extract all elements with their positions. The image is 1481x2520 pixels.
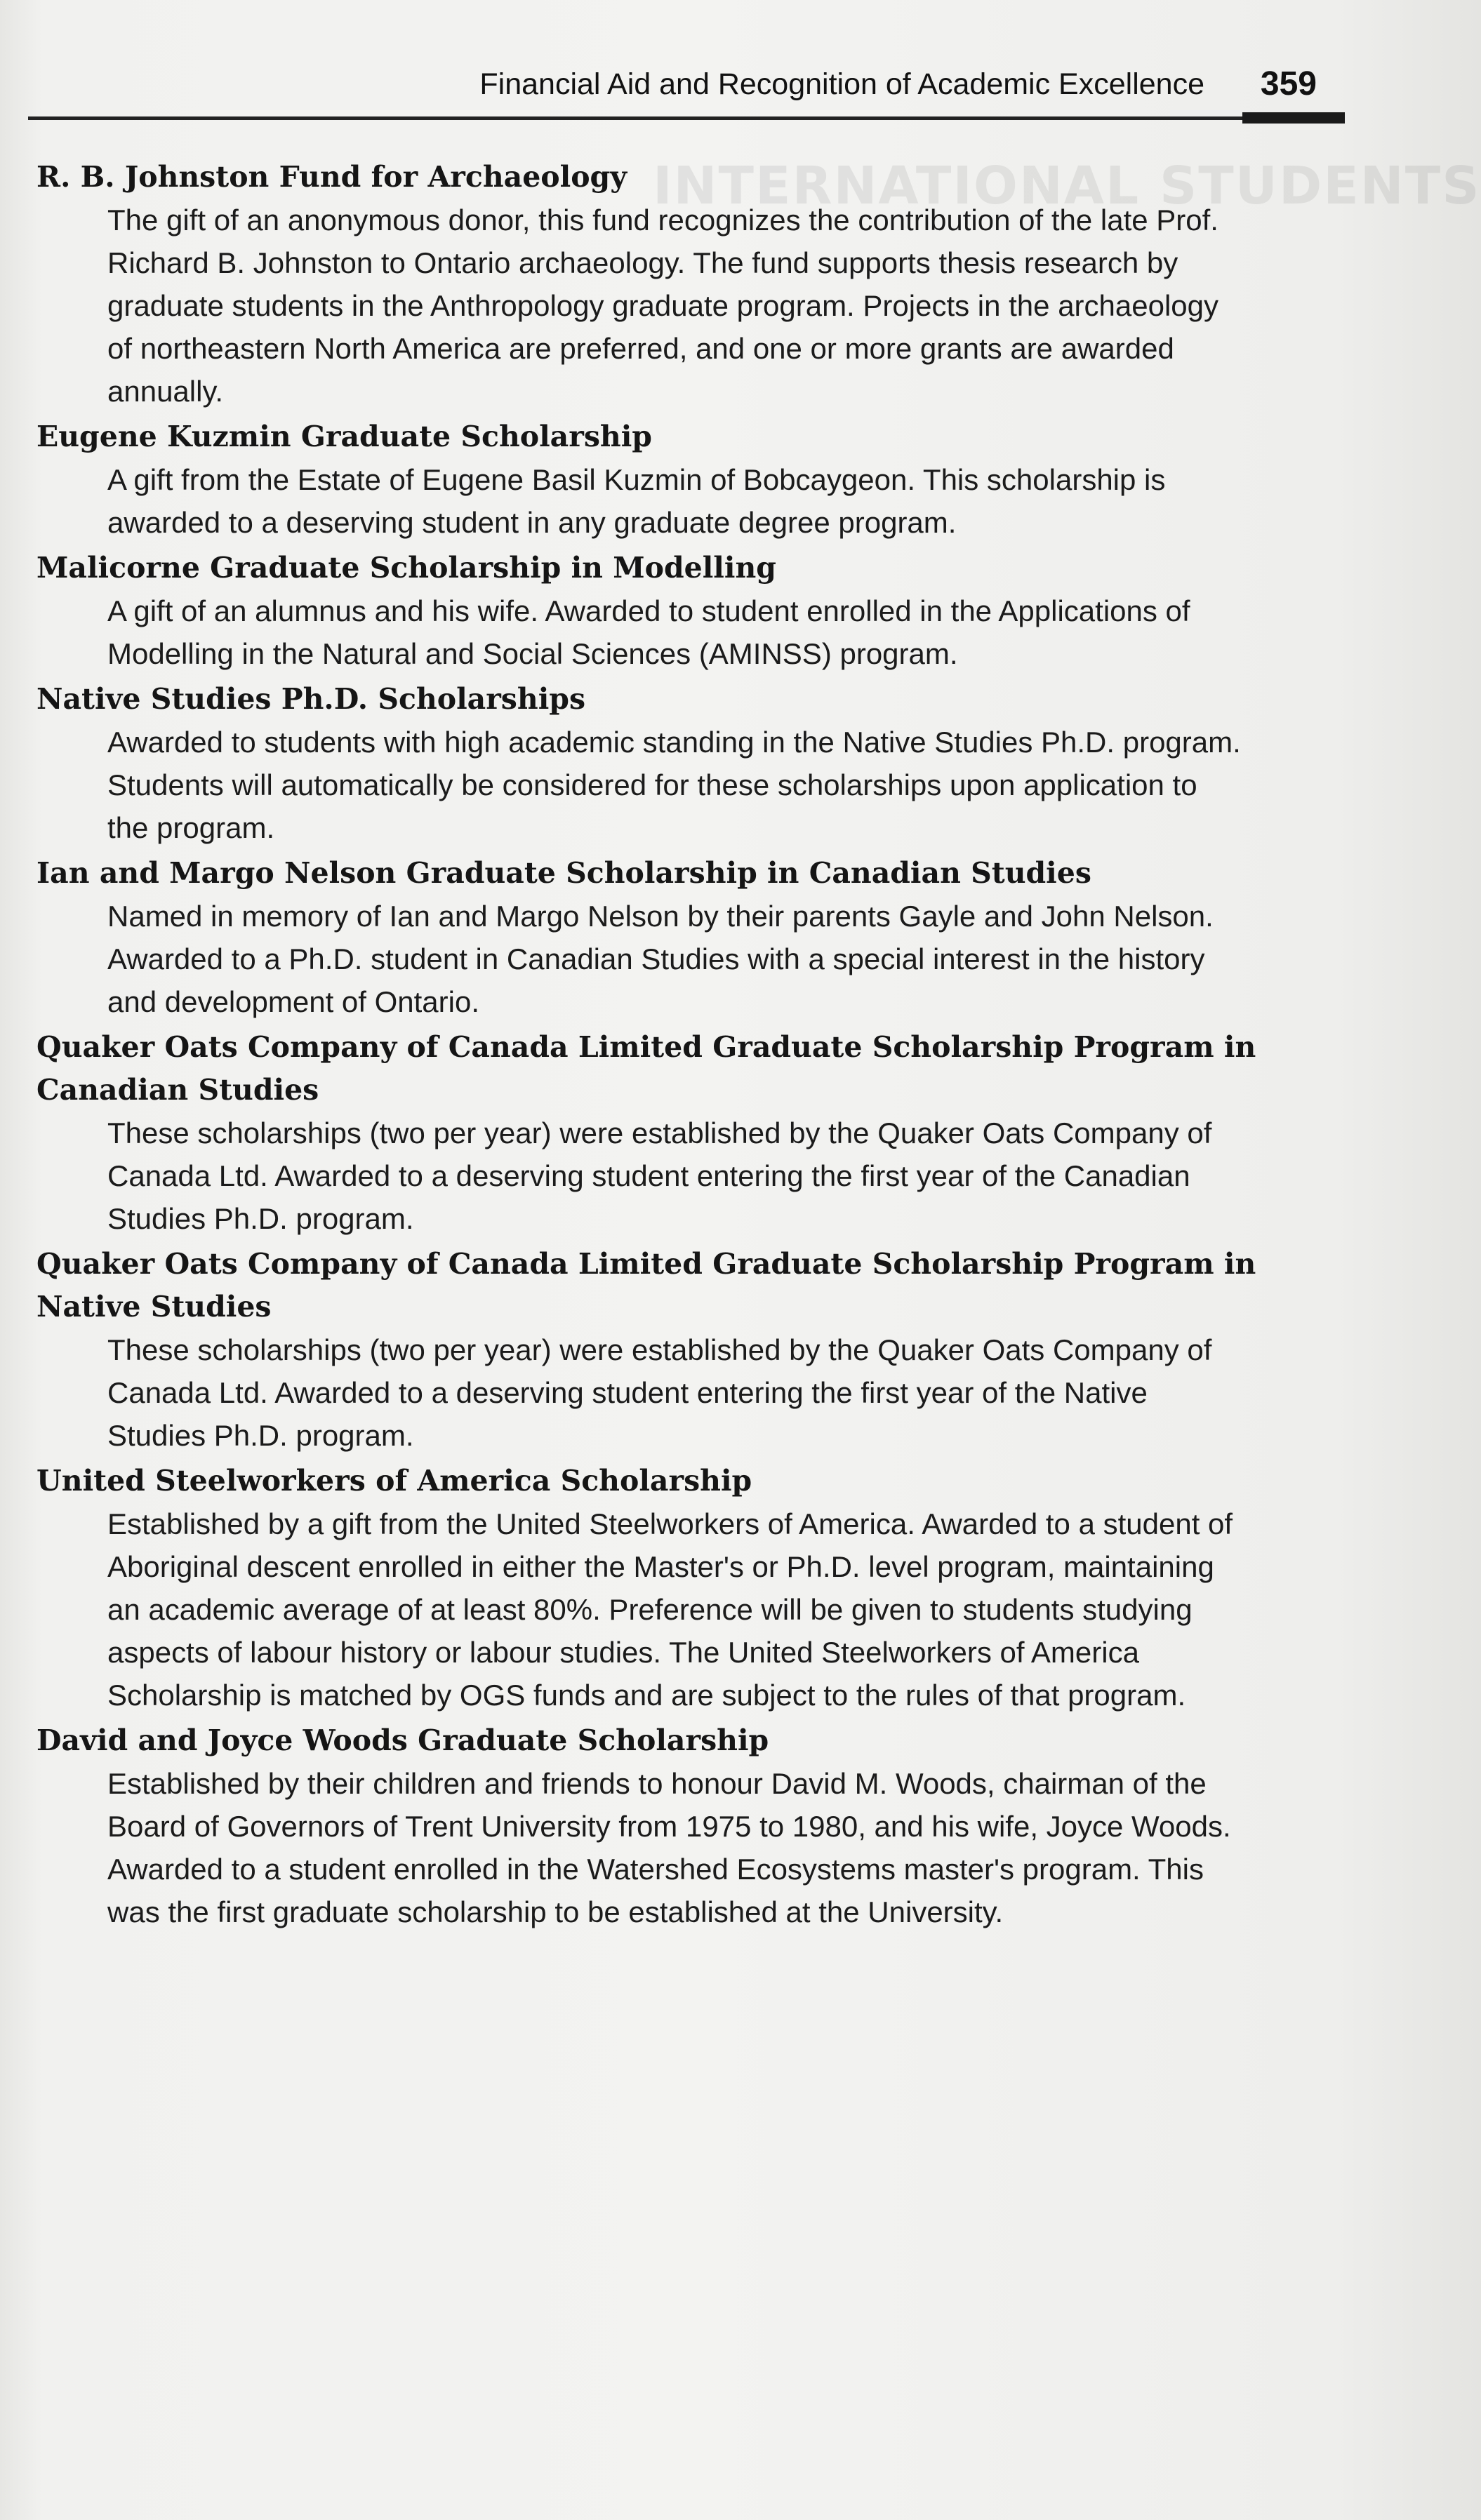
scholarship-description — [107, 1502, 1343, 1716]
title-line: Quaker Oats Company of Canada Limited Graduate Scholarship Program in — [36, 1030, 1256, 1064]
scholarship-description — [107, 589, 1343, 675]
scholarship-title: R. B. Johnston Fund for Archaeology — [36, 160, 627, 194]
scholarship-description — [107, 458, 1343, 544]
description-line: aspects of labour history or labour studies. The United Steelworkers of America — [107, 1636, 1139, 1669]
scholarship-entry — [36, 1719, 1342, 1933]
description-line: A gift from the Estate of Eugene Basil Kuzmin of Bobcaygeon. This scholarship is — [107, 463, 1166, 496]
scholarship-title: David and Joyce Woods Graduate Scholarship — [36, 1724, 769, 1757]
scholarship-entry — [36, 1243, 1342, 1457]
scholarship-entry — [36, 156, 1342, 413]
bleed-through-text: INTERNATIONAL STUDENTS — [653, 156, 1481, 216]
description-line: Students will automatically be considered for these scholarships upon application to — [107, 768, 1197, 801]
scholarship-entry — [36, 1460, 1342, 1716]
scholarship-description — [107, 895, 1343, 1023]
description-line: Awarded to students with high academic standing in the Native Studies Ph.D. program. — [107, 726, 1241, 759]
scholarship-entry — [36, 852, 1342, 1023]
header-rule-accent — [1242, 112, 1345, 124]
description-line: was the first graduate scholarship to be established at the University. — [107, 1895, 1004, 1928]
description-line: awarded to a deserving student in any graduate degree program. — [107, 506, 957, 539]
description-line: Studies Ph.D. program. — [107, 1202, 414, 1235]
description-line: an academic average of at least 80%. Preference will be given to students studying — [107, 1593, 1193, 1626]
scholarship-description — [107, 199, 1343, 413]
description-line: Awarded to a student enrolled in the Watershed Ecosystems master's program. This — [107, 1853, 1204, 1886]
description-line: graduate students in the Anthropology graduate program. Projects in the archaeology — [107, 289, 1219, 322]
page-number: 359 — [1260, 65, 1317, 102]
scholarship-title: United Steelworkers of America Scholarship — [36, 1464, 752, 1498]
description-line: Richard B. Johnston to Ontario archaeology. The fund supports thesis research by — [107, 246, 1178, 279]
description-line: Named in memory of Ian and Margo Nelson by their parents Gayle and John Nelson. — [107, 900, 1214, 933]
scholarship-entry — [36, 1026, 1342, 1240]
description-line: Board of Governors of Trent University from 1975 to 1980, and his wife, Joyce Woods. — [107, 1810, 1231, 1843]
description-line: Canada Ltd. Awarded to a deserving student entering the first year of the Canadian — [107, 1159, 1190, 1192]
scholarship-entry — [36, 415, 1342, 544]
header-rule — [28, 116, 1345, 120]
description-line: the program. — [107, 811, 275, 844]
description-line: of northeastern North America are preferred, and one or more grants are awarded — [107, 332, 1174, 365]
scholarship-list — [36, 156, 1342, 1933]
description-line: annually. — [107, 375, 224, 408]
scholarship-title — [36, 1243, 1342, 1328]
section-title: Financial Aid and Recognition of Academic Excellence — [479, 67, 1204, 101]
description-line: Aboriginal descent enrolled in either the Master's or Ph.D. level program, maintaining — [107, 1550, 1214, 1583]
description-line: The gift of an anonymous donor, this fund recognizes the contribution of the late Prof. — [107, 204, 1218, 236]
description-line: Established by their children and friends to honour David M. Woods, chairman of the — [107, 1767, 1207, 1800]
scholarship-title: Native Studies Ph.D. Scholarships — [36, 682, 586, 716]
scholarship-title: Ian and Margo Nelson Graduate Scholarship in Canadian Studies — [36, 856, 1091, 890]
running-header — [28, 62, 1345, 118]
scholarship-title — [36, 1026, 1342, 1112]
description-line: These scholarships (two per year) were established by the Quaker Oats Company of — [107, 1116, 1212, 1149]
description-line: Awarded to a Ph.D. student in Canadian Studies with a special interest in the history — [107, 942, 1205, 975]
scholarship-entry — [36, 678, 1342, 849]
description-line: Scholarship is matched by OGS funds and are subject to the rules of that program. — [107, 1679, 1186, 1712]
scholarship-description — [107, 721, 1343, 849]
description-line: A gift of an alumnus and his wife. Awarded to student enrolled in the Applications of — [107, 594, 1190, 627]
scholarship-title: Malicorne Graduate Scholarship in Modelling — [36, 551, 776, 585]
title-line: Quaker Oats Company of Canada Limited Graduate Scholarship Program in — [36, 1247, 1256, 1281]
scholarship-title: Eugene Kuzmin Graduate Scholarship — [36, 420, 652, 453]
title-line: Canadian Studies — [36, 1073, 319, 1107]
scholarship-description — [107, 1112, 1343, 1240]
description-line: These scholarships (two per year) were established by the Quaker Oats Company of — [107, 1333, 1212, 1366]
scholarship-description — [107, 1762, 1343, 1933]
description-line: Studies Ph.D. program. — [107, 1419, 414, 1452]
description-line: and development of Ontario. — [107, 985, 480, 1018]
scholarship-description — [107, 1328, 1343, 1457]
description-line: Modelling in the Natural and Social Sciences (AMINSS) program. — [107, 637, 958, 670]
description-line: Established by a gift from the United Steelworkers of America. Awarded to a student of — [107, 1507, 1233, 1540]
description-line: Canada Ltd. Awarded to a deserving student entering the first year of the Native — [107, 1376, 1148, 1409]
scholarship-entry — [36, 547, 1342, 675]
title-line: Native Studies — [36, 1290, 272, 1324]
